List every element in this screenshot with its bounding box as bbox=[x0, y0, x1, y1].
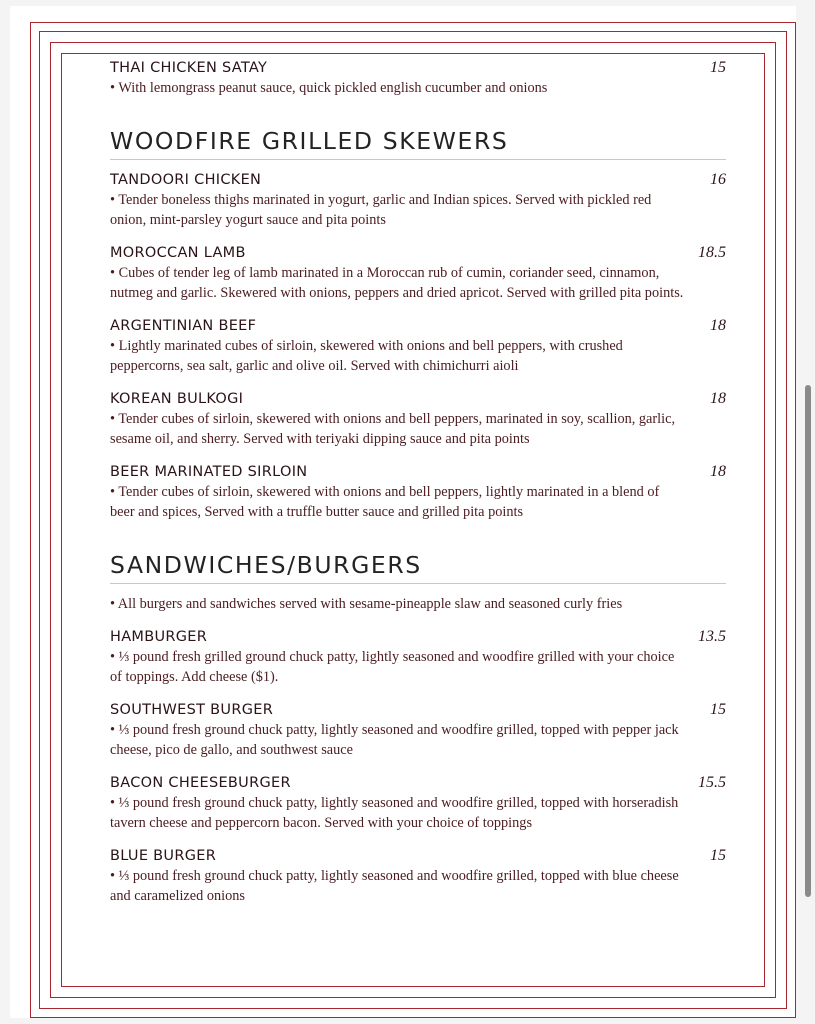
item-price: 15.5 bbox=[698, 774, 726, 791]
item-price: 15 bbox=[710, 701, 726, 718]
item-name: BLUE BURGER bbox=[110, 848, 217, 864]
menu-item-southwest-burger bbox=[110, 700, 726, 760]
item-price: 18 bbox=[710, 463, 726, 480]
item-name: BACON CHEESEBURGER bbox=[110, 775, 291, 791]
item-price: 15 bbox=[710, 59, 726, 76]
section-title-skewers: WOODFIRE GRILLED SKEWERS bbox=[110, 127, 726, 160]
item-description: • With lemongrass peanut sauce, quick pickled english cucumber and onions bbox=[110, 80, 548, 96]
menu-page bbox=[10, 6, 796, 1018]
item-name: KOREAN BULKOGI bbox=[110, 391, 244, 407]
item-name: ARGENTINIAN BEEF bbox=[110, 318, 257, 334]
menu-item-moroccan-lamb bbox=[110, 243, 726, 303]
item-name: SOUTHWEST BURGER bbox=[110, 702, 274, 718]
item-name: TANDOORI CHICKEN bbox=[110, 172, 262, 188]
item-description: • Tender cubes of sirloin, skewered with onions and bell peppers, lightly marinated in a blend of beer and spices, Served with a truffle butter sauce and grilled pita points bbox=[110, 484, 660, 520]
item-description: • Lightly marinated cubes of sirloin, skewered with onions and bell peppers, with crushed peppercorns, sea salt, garlic and olive oil. Served with chimichurri aioli bbox=[110, 338, 623, 374]
item-name: HAMBURGER bbox=[110, 629, 208, 645]
item-description: • Tender boneless thighs marinated in yogurt, garlic and Indian spices. Served with pickled red onion, mint-parsley yogurt sauce and pita points bbox=[110, 192, 652, 228]
item-name: BEER MARINATED SIRLOIN bbox=[110, 464, 308, 480]
menu-item-hamburger bbox=[110, 627, 726, 687]
menu-content bbox=[110, 58, 726, 906]
item-description: • ⅓ pound fresh ground chuck patty, lightly seasoned and woodfire grilled, topped with blue cheese and caramelized onions bbox=[110, 868, 679, 904]
section-title-sandwiches: SANDWICHES/BURGERS bbox=[110, 551, 726, 584]
scrollbar-thumb[interactable] bbox=[805, 385, 811, 897]
item-price: 18 bbox=[710, 317, 726, 334]
item-price: 16 bbox=[710, 171, 726, 188]
menu-item-korean-bulkogi bbox=[110, 389, 726, 449]
section-note: • All burgers and sandwiches served with sesame-pineapple slaw and seasoned curly fries bbox=[110, 596, 623, 612]
menu-item-thai-chicken-satay bbox=[110, 58, 726, 98]
item-description: • Tender cubes of sirloin, skewered with onions and bell peppers, marinated in soy, scallion, garlic, sesame oil, and sherry. Served with teriyaki dipping sauce and pita points bbox=[110, 411, 676, 447]
item-price: 15 bbox=[710, 847, 726, 864]
menu-item-beer-marinated-sirloin bbox=[110, 462, 726, 522]
menu-item-bacon-cheeseburger bbox=[110, 773, 726, 833]
item-description: • ⅓ pound fresh ground chuck patty, lightly seasoned and woodfire grilled, topped with horseradish tavern cheese and peppercorn bacon. Served with your choice of toppings bbox=[110, 795, 679, 831]
item-description: • ⅓ pound fresh grilled ground chuck patty, lightly seasoned and woodfire grilled with your choice of toppings. Add cheese ($1). bbox=[110, 649, 675, 685]
item-name: THAI CHICKEN SATAY bbox=[110, 60, 268, 76]
item-name: MOROCCAN LAMB bbox=[110, 245, 246, 261]
menu-item-blue-burger bbox=[110, 846, 726, 906]
menu-item-argentinian-beef bbox=[110, 316, 726, 376]
scrollbar-track[interactable] bbox=[801, 0, 815, 1024]
menu-item-tandoori-chicken bbox=[110, 170, 726, 230]
item-price: 18 bbox=[710, 390, 726, 407]
item-description: • Cubes of tender leg of lamb marinated in a Moroccan rub of cumin, coriander seed, cinnamon, nutmeg and garlic. Skewered with onions, peppers and dried apricot. Served with grilled pita points. bbox=[110, 265, 684, 301]
item-price: 18.5 bbox=[698, 244, 726, 261]
item-price: 13.5 bbox=[698, 628, 726, 645]
item-description: • ⅓ pound fresh ground chuck patty, lightly seasoned and woodfire grilled, topped with pepper jack cheese, pico de gallo, and southwest sauce bbox=[110, 722, 679, 758]
